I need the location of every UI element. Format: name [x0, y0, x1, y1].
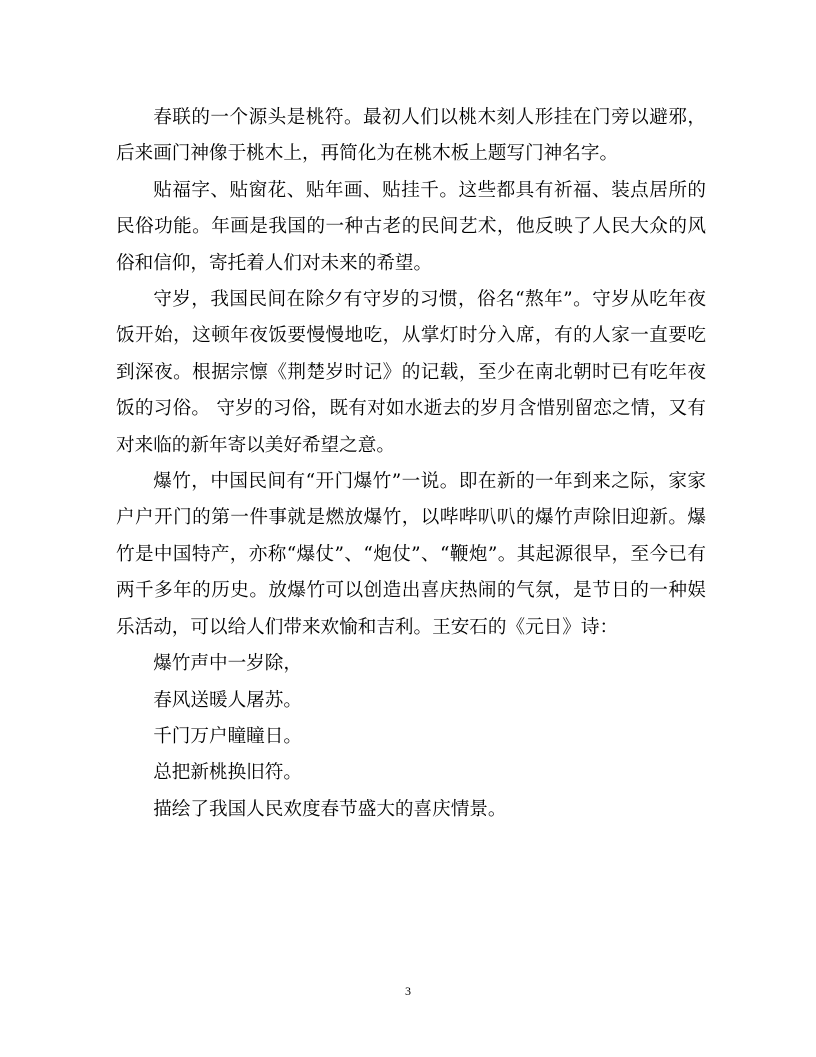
poem-line-2: 春风送暖人屠苏。 — [153, 689, 302, 711]
paragraph-shousui: 守岁，我国民间在除夕有守岁的习惯，俗名“熬年”。守岁从吃年夜饭开始，这顿年夜饭要慢慢地吃，从掌灯时分入席，有的人家一直要吃到深夜。根据宗懔《荆楚岁时记》的记载，至少在南北朝时已有吃年夜饭的习俗。 守岁的习俗，既有对如水逝去的岁月含惜别留恋之情，又有对来临的新年寄以美好希望之意。 — [116, 289, 706, 456]
poem-line-3: 千门万户瞳瞳日。 — [153, 725, 302, 747]
paragraph-peach-charm: 春联的一个源头是桃符。最初人们以桃木刻人形挂在门旁以避邪，后来画门神像于桃木上，再简化为在桃木板上题写门神名字。 — [116, 107, 706, 165]
document-body — [116, 100, 706, 828]
closing-line: 描绘了我国人民欢度春节盛大的喜庆情景。 — [153, 798, 507, 820]
paragraph-firecrackers: 爆竹，中国民间有“开门爆竹”一说。即在新的一年到来之际，家家户户开门的第一件事就是燃放爆竹，以哔哔叭叭的爆竹声除旧迎新。爆竹是中国特产，亦称“爆仗”、“炮仗”、“鞭炮”。其起源很早，至今已有两千多年的历史。放爆竹可以创造出喜庆热闹的气氛，是节日的一种娱乐活动，可以给人们带来欢愉和吉利。王安石的《元日》诗： — [116, 471, 706, 638]
paragraph-decorations: 贴福字、贴窗花、贴年画、贴挂千。这些都具有祈福、装点居所的民俗功能。年画是我国的一种古老的民间艺术，他反映了人民大众的风俗和信仰，寄托着人们对未来的希望。 — [116, 179, 706, 274]
poem-line-1: 爆竹声中一岁除， — [153, 653, 302, 675]
page-number: 3 — [405, 984, 411, 998]
poem-line-4: 总把新桃换旧符。 — [153, 762, 302, 784]
